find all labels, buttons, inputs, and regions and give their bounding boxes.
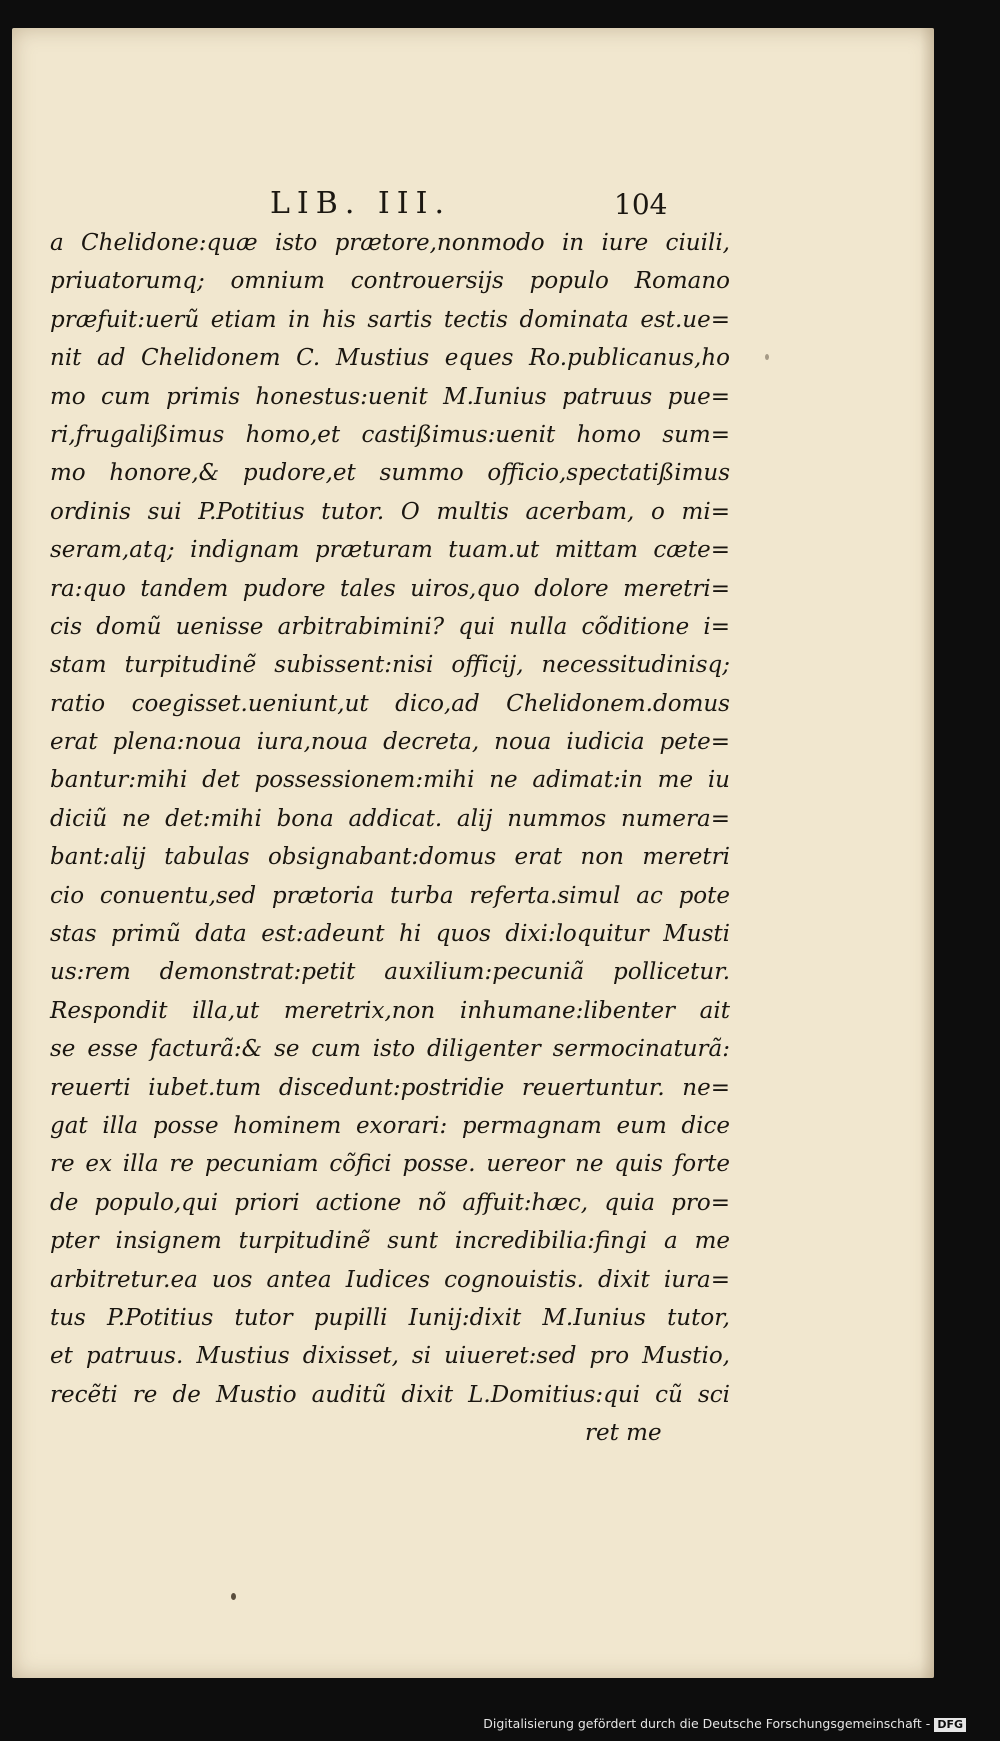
text-line: ra:quo tandem pudore tales uiros,quo dolore meretri= (50, 575, 730, 602)
text-line: cio conuentu,sed prætoria turba referta.simul ac pote (50, 882, 730, 909)
text-line: mo honore,& pudore,et summo officio,spectatißimus (50, 460, 730, 487)
text-line: gat illa posse hominem exorari: permagnam eum dice (50, 1112, 730, 1139)
body-text (50, 224, 730, 1453)
text-line: et patruus. Mustius dixisset, si uiueret:sed pro Mustio, (50, 1343, 730, 1370)
running-head: LIB. III. (270, 186, 451, 221)
ink-speck (231, 1593, 236, 1600)
text-line: cis domũ uenisse arbitrabimini? qui nulla cõditione i= (50, 613, 730, 640)
text-line: recẽti re de Mustio auditũ dixit L.Domitius:qui cũ sci (50, 1381, 730, 1408)
text-line: bant:alij tabulas obsignabant:domus erat non meretri (50, 844, 730, 871)
text-line: us:rem demonstrat:petit auxilium:pecuniã pollicetur. (50, 959, 730, 986)
page-number: 104 (614, 188, 668, 221)
paper-speck (765, 354, 769, 360)
catchword: ret me (585, 1420, 662, 1447)
text-line: præfuit:uerũ etiam in his sartis tectis dominata est.ue= (50, 306, 730, 333)
text-line: re ex illa re pecuniam cõfici posse. uereor ne quis forte (50, 1151, 730, 1178)
text-line: mo cum primis honestus:uenit M.Iunius patruus pue= (50, 383, 730, 410)
text-line: de populo,qui priori actione nõ affuit:hæc, quia pro= (50, 1189, 730, 1216)
text-line: nit ad Chelidonem C. Mustius eques Ro.publicanus,ho (50, 345, 730, 372)
digitization-credit (483, 1716, 966, 1732)
text-line: ri,frugalißimus homo,et castißimus:uenit homo sum= (50, 421, 730, 448)
text-line: diciũ ne det:mihi bona addicat. alij nummos numera= (50, 805, 730, 832)
book-page (12, 28, 934, 1678)
text-line: arbitretur.ea uos antea Iudices cognouistis. dixit iura= (50, 1266, 730, 1293)
text-line: stas primũ data est:adeunt hi quos dixi:loquitur Musti (50, 921, 730, 948)
text-line: reuerti iubet.tum discedunt:postridie reuertuntur. ne= (50, 1074, 730, 1101)
text-line: priuatorumq; omnium controuersijs populo Romano (50, 268, 730, 295)
credit-text: Digitalisierung gefördert durch die Deutsche Forschungsgemeinschaft - (483, 1716, 931, 1731)
dfg-logo: DFG (934, 1718, 966, 1732)
text-line: seram,atq; indignam præturam tuam.ut mittam cæte= (50, 537, 730, 564)
text-line: se esse facturã:& se cum isto diligenter sermocinaturã: (50, 1036, 730, 1063)
text-line: bantur:mihi det possessionem:mihi ne adimat:in me iu (50, 767, 730, 794)
text-line: ratio coegisset.ueniunt,ut dico,ad Chelidonem.domus (50, 690, 730, 717)
text-line: erat plena:noua iura,noua decreta, noua iudicia pete= (50, 729, 730, 756)
text-line: Respondit illa,ut meretrix,non inhumane:libenter ait (50, 997, 730, 1024)
text-line: stam turpitudinẽ subissent:nisi officij, necessitudinisq; (50, 652, 730, 679)
text-line: a Chelidone:quæ isto prætore,nonmodo in iure ciuili, (50, 230, 730, 256)
text-line: tus P.Potitius tutor pupilli Iunij:dixit M.Iunius tutor, (50, 1304, 730, 1331)
text-line: pter insignem turpitudinẽ sunt incredibilia:fingi a me (50, 1228, 730, 1255)
page-header (12, 186, 934, 226)
text-line: ordinis sui P.Potitius tutor. O multis acerbam, o mi= (50, 498, 730, 525)
